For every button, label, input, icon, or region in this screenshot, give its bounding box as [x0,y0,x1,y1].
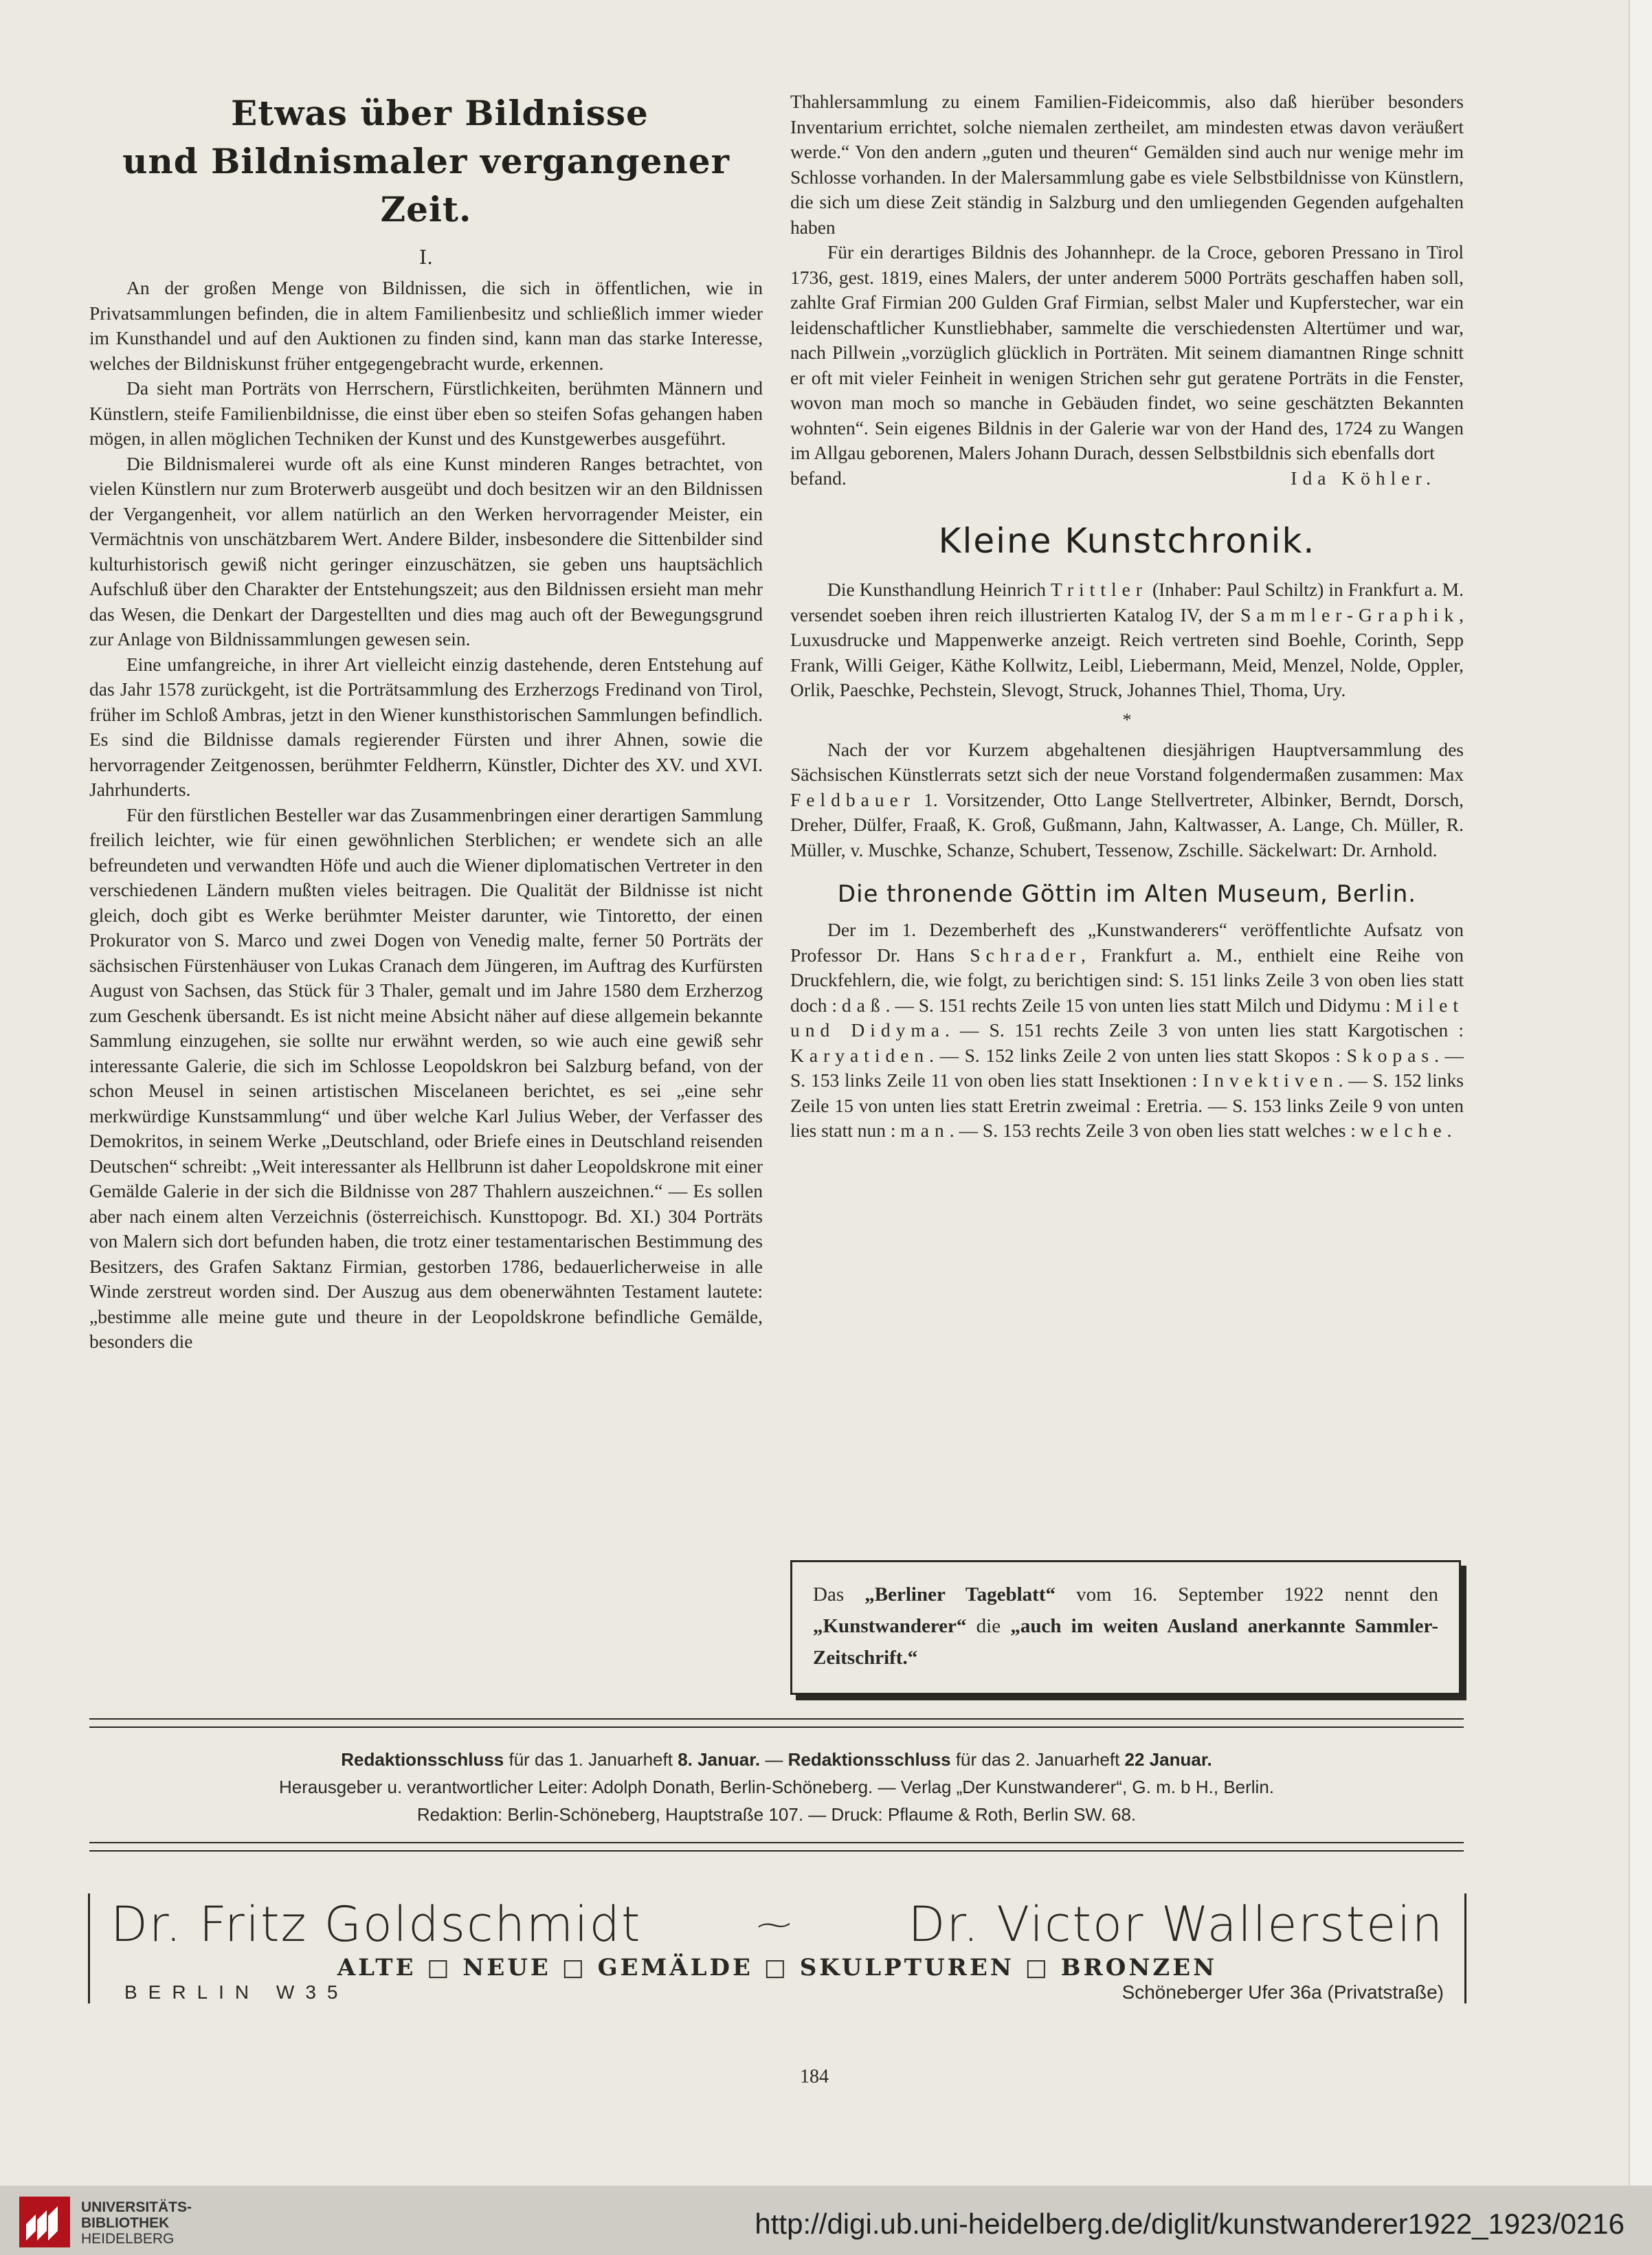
kunstchronik-heading: Kleine Kunstchronik. [938,521,1316,561]
text-fragment: . — S. 153 rechts Zeile 3 von oben lies statt welches : [949,1120,1361,1141]
text-fragment: Der im 1. Dezemberheft des „Kunstwanderers“ veröffentlichte Aufsatz von Professor Dr. Hans [790,919,1464,966]
tageblatt-quote-box [790,1560,1461,1695]
text-fragment: Nach der vor Kurzem abgehaltenen diesjährigen Hauptversammlung des Sächsischen Künstlerrats setzt sich der neue Vorstand folgendermaßen zusammen: Max [790,738,1464,785]
goettin-paragraph [790,918,1464,1144]
dealer-ornament: ⁓ [757,1904,793,1944]
text-fragment: . — S. 153 links Zeile 11 von oben lies statt Insektionen : [790,1044,1464,1091]
text-fragment: . — S. 151 rechts Zeile 15 von unten lies statt Milch und Didymu : [885,994,1396,1016]
text-fragment: vom 16. September 1922 nennt den [1055,1584,1438,1606]
page-number: 184 [800,2066,829,2087]
article-paragraph: Für ein derartiges Bildnis des Johannhepr. de la Croce, geboren Pressano in Tirol 1736, gest. 1819, eines Malers, der unter anderem 5000 Porträts geschaffen haben soll, zahlte Graf Firmian 200 Gulden Graf Firmian, selbst Maler und Kupferstecher, war ein leidenschaftlicher Kunstliebhaber, sammelte die verschiedensten Altertümer und war, nach Pillwein „vorzüglich glücklich in Porträten. Mit seinem diamantnen Ringe schnitt er oft mit vieler Feinheit in wenigen Strichen sehr gut geratene Porträts in die Fenster, wovon man moch so manche in Gebäuden findet, wo seine geschätzten Bekannten wohnten“. Sein eigenes Bildnis in der Galerie war von der Hand des, 1724 zu Wangen im Allgau geborenen, Malers Johann Durach, dessen Selbstbildnis sich ebenfalls dort [790,241,1464,463]
permalink-url[interactable]: http://digi.ub.uni-heidelberg.de/diglit/kunstwanderer1922_1923/0216 [755,2208,1625,2240]
text-fragment: 1. Vorsitzender, Otto Lange Stellvertreter, Albinker, Berndt, Dorsch, Dreher, Dülfer, Fraaß, K. Groß, Gußmann, Jahn, Kaltwasser, A. Lange, Ch. Müller, R. Müller, v. Muschke, Schanze, Schubert, Tessenow, Zschille. Säckelwart: Dr. Arnhold. [790,788,1464,860]
text-fragment: . [1447,1120,1452,1141]
library-logo-icon [19,2197,70,2247]
article-paragraph: Für den fürstlichen Besteller war das Zusammenbringen einer derartigen Sammlung freilich leichter, wie für einen gewöhnlichen Sterblichen; er wendete sich an alle befreundeten und verwandten Höfe und auch die Wiener diplomatischen Vertreter in den verschiedenen Ländern mußten vieles beitragen. Die Qualität der Bildnisse ist nicht gleich, doch gibt es Werke berühmter Meister darunter, wie Tintoretto, der einen Prokurator von S. Marco und zwei Dogen von Venedig malte, ferner 50 Porträts der sächsischen Fürstenhäuser von Lukas Cranach dem Jüngeren, im Auftrag des Kurfürsten August von Sachsen, das Stück für 3 Thaler, gemalt und im Jahre 1580 dem Erzherzog zum Geschenk übersandt. Es ist nicht meine Absicht näher auf diese allgemein bekannte Sammlung einzugehen, sie sollte nur erwähnt werden, so wie auch eine gewiß sehr interessante Galerie, die sich im Schlosse Leopoldskron bei Salzburg befand, von der schon Meusel in seinen artistischen Miscelaneen berichtet, es sei „eine sehr merkwürdige Kunstsammlung“ und über welche Karl Julius Weber, der Verfasser des Demokritos, in seinem Werke „Deutschland, oder Briefe eines in Deutschland reisenden Deutschen“ schreibt: „Weit interessanter als Hellbrunn ist daher Leopoldskrone mit einer Gemälde Galerie in der sich die Bildnisse von 287 Thahlern auszeichnen.“ — Es sollen aber nach einem alten Verzeichnis (österreichisch. Kunsttopogr. Bd. XI.) 304 Porträts von Malern sich dort befunden haben, die trotz einer testamentarischen Bestimmung des Besitzers, des Grafen Saktanz Firmian, gestorben 1786, bedauerlicherweise in alle Winde zerstreut worden sind. Der Auszug aus dem obenerwähnten Testament lautete: „bestimme alle meine gute und theure in der Leopoldskrone befindliche Gemälde, besonders die [89,803,763,1352]
author-signature: Ida Köhler. [1291,467,1436,489]
correction-word: Karyatiden [790,1044,930,1066]
text-fragment: die [966,1615,1011,1637]
library-name-line: BIBLIOTHEK [81,2215,170,2231]
chairman-name-spaced: Feldbauer [790,788,915,810]
deadline-label: Redaktionsschluss [788,1749,951,1770]
correction-word: Milet und Didyma [790,994,1464,1041]
catalog-name-spaced: Sammler-Graphik [1240,603,1460,625]
text-fragment: für das 1. Januarheft [504,1749,678,1770]
section-numeral: I. [419,246,433,269]
text-fragment: . — S. 152 links Zeile 2 von unten lies statt Skopos : [929,1044,1347,1066]
text-fragment: für das 2. Januarheft [950,1749,1125,1770]
editorial-line: Redaktion: Berlin-Schöneberg, Hauptstraße 107. — Druck: Pflaume & Roth, Berlin SW. 68. [416,1804,1137,1825]
publisher-line: Herausgeber u. verantwortlicher Leiter: Adolph Donath, Berlin-Schöneberg. — Verlag „Der Kunstwanderer“, G. m. b H., Berlin. [278,1777,1275,1797]
imprint-block [89,1746,1464,1828]
author-name-spaced: Schrader [970,944,1082,966]
deadline-label: Redaktionsschluss [341,1749,504,1770]
dealer-names-row [111,1893,1444,1955]
text-fragment: (Inhaber: Paul Schiltz) in Frankfurt a. M. versendet soeben ihren reich illustrierten Katalog IV, der [790,579,1464,625]
library-name-line: HEIDELBERG [81,2231,175,2247]
article-paragraph: Eine umfangreiche, in ihrer Art vielleicht einzig dastehende, deren Entstehung auf das Jahr 1578 zurückgeht, ist die Porträtsammlung des Erzherzogs Fredinand von Tirol, früher im Schloß Ambras, jetzt in den Wiener kunsthistorischen Sammlungen befindlich. Es sind die Bildnisse damals regierender Fürsten und ihrer Ahnen, sowie die hervorragender Zeitgenossen, berühmter Feldherrn, Künstler, Dichter des XV. und XVI. Jahrhunderts. [89,653,763,800]
deadline-line [89,1746,1464,1773]
article-right-column [790,89,1464,1144]
correction-word: daß [841,994,886,1016]
text-fragment: Die Kunsthandlung Heinrich [827,579,1051,600]
dealer-address: Schöneberger Ufer 36a (Privatstraße) [1121,1981,1444,2003]
text-fragment: , Luxusdrucke und Mappenwerke anzeigt. Reich vertreten sind Boehle, Corinth, Sepp Frank, Willi Geiger, Käthe Kollwitz, Leibl, Liebermann, Meid, Menzel, Nolde, Oppler, Orlik, Paeschke, Pechstein, Slevogt, Struck, Johannes Thiel, Thoma, Ury. [790,603,1464,700]
kunstchronik-paragraph-1 [790,577,1464,703]
correction-word: Skopas [1346,1044,1435,1066]
library-name [81,2199,192,2247]
art-dealer-advertisement [88,1893,1466,2003]
correction-word: Invektiven [1203,1069,1339,1091]
deadline-date: 8. Januar. [678,1749,761,1770]
dealer-name-left: Dr. Fritz Goldschmidt [111,1896,642,1953]
article-end-row [790,466,1464,491]
imprint-top-rule [89,1718,1464,1728]
newspaper-name: „Berliner Tageblatt“ [864,1584,1056,1606]
text-fragment: . — S. 152 links Zeile 15 von unten lies statt Eretrin zweimal : Eretria. — S. 153 links Zeile 9 von unten lies statt nun : [790,1069,1464,1141]
text-fragment: Das [813,1584,865,1606]
text-fragment: . — S. 151 rechts Zeile 3 von unten lies statt Kargotischen : [944,1019,1464,1041]
separator-star: * [1122,709,1132,730]
dealer-name-spaced: Trittler [1051,579,1148,600]
text-fragment: , Frankfurt a. M., enthielt eine Reihe von Druckfehlern, die, wie folgt, zu berichtigen sind: S. 151 links Zeile 3 von oben lies statt doch : [790,944,1464,1016]
article-left-column [89,89,763,1355]
article-last-line: befand. [790,467,847,489]
deadline-date: 22 Januar. [1124,1749,1212,1770]
article-title-line1: Etwas über Bildnisse [231,93,649,133]
text-fragment: — [760,1749,788,1770]
article-continuation-paragraph: Thahlersammlung zu einem Familien-Fideicommis, also daß hierüber besonders Inventarium errichtet, solche niemalen zertheilet, am mindesten etwas davon veräußert werde.“ Von den andern „guten und theuren“ Gemälden sind auch nur wenige mehr im Schlosse vorhanden. In der Malersammlung gabe es viele Selbstbildnisse von Künstlern, die sich um diese Zeit ständig in Salzburg und den umliegenden Gegenden aufgehalten haben [790,91,1464,238]
dealer-address-row [124,1981,1444,2003]
page-edge [1629,0,1652,2186]
quote-highlight: „auch im weiten Ausland anerkannte Sammler-Zeitschrift.“ [813,1615,1438,1669]
dealer-name-right: Dr. Victor Wallerstein [908,1896,1444,1953]
quote-box-text [813,1579,1438,1674]
article-paragraph: Die Bildnismalerei wurde oft als eine Kunst minderen Ranges betrachtet, von vielen Künstlern nur zum Broterwerb ausgeübt und doch besitzen wir an den Bildnissen der Vergangenheit, vor allem natürlich an den Werken hervorragender Meister, ein Vermächtnis von unschätzbarem Wert. Andere Bilder, insbesondere die Sittenbilder sind kulturhistorisch gewiß nicht geringer einzuschätzen, sie geben uns hauptsächlich Aufschluß über den Charakter der Entstehungszeit; aus den Bildnissen ersieht man mehr das Wesen, die Denkart der Dargestellten und dies mag auch oft der Bewegungsgrund zur Anlage von Bildnissammlungen gewesen sein. [89,452,763,649]
article-title-line2: und Bildnismaler vergangener Zeit. [122,141,730,230]
magazine-name: „Kunstwanderer“ [813,1615,967,1637]
correction-word: man [900,1120,950,1141]
library-name-line: UNIVERSITÄTS- [81,2199,192,2215]
goettin-heading: Die thronende Göttin im Alten Museum, Berlin. [837,880,1417,908]
correction-word: welche [1360,1120,1447,1141]
dealer-goods-line: ALTE □ NEUE □ GEMÄLDE □ SKULPTUREN □ BRONZEN [337,1954,1218,1981]
article-paragraph: An der großen Menge von Bildnissen, die sich in öffentlichen, wie in Privatsammlungen befinden, die in altem Familienbesitz und schließlich immer wieder im Kunsthandel und auf den Auktionen zu finden sind, kann man das starke Interesse, welches der Bildniskunst früher entgegengebracht wurde, erkennen. [89,277,763,374]
kunstchronik-paragraph-2 [790,737,1464,863]
imprint-bottom-rule [89,1842,1464,1852]
article-paragraph: Da sieht man Porträts von Herrschern, Fürstlichkeiten, berühmten Männern und Künstlern, steife Familienbildnisse, die einst über eben so steifen Sofas gehangen haben mögen, in allen möglichen Techniken der Kunst und des Kunstgewerbes ausgeführt. [89,377,763,449]
dealer-city: BERLIN W35 [124,1981,349,2003]
